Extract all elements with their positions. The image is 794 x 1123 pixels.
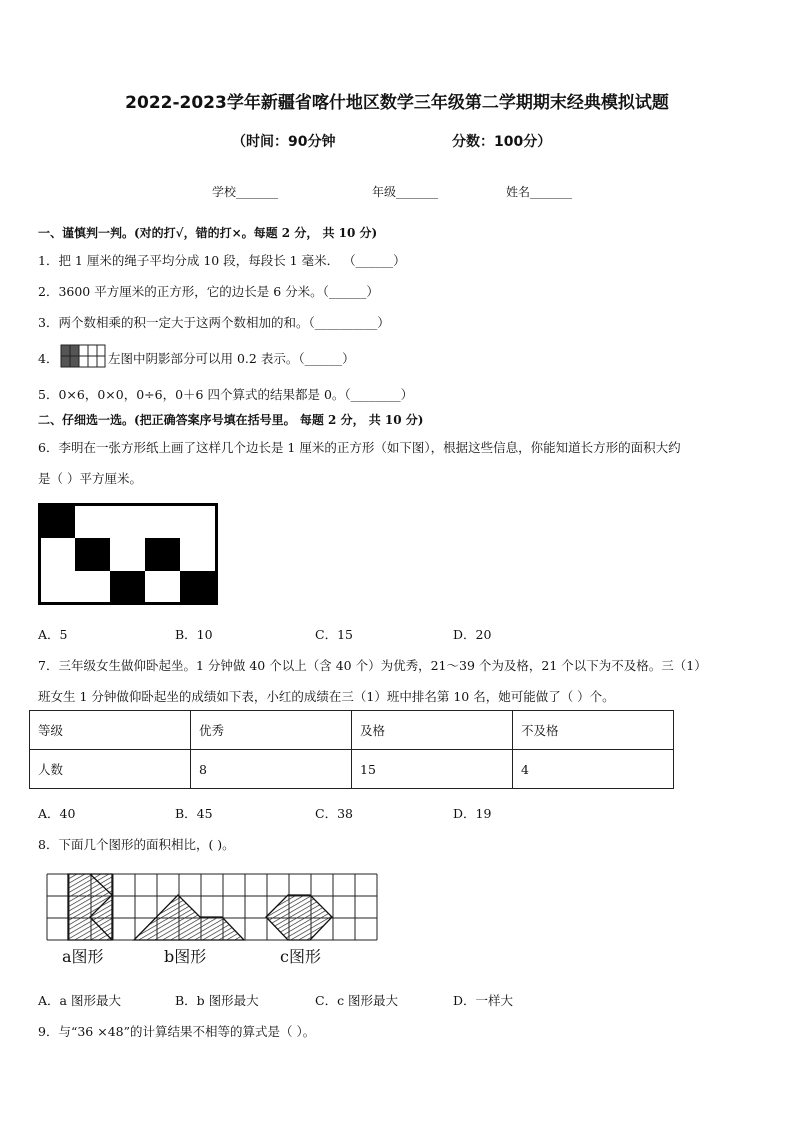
table-cell: 人数 [30, 750, 191, 789]
table-cell: 不及格 [513, 711, 674, 750]
table-cell: 优秀 [191, 711, 352, 750]
question-4-text: 左图中阴影部分可以用 0.2 表示。（______） [108, 351, 355, 366]
q8-option-a[interactable]: A．a 图形最大 [38, 993, 121, 1008]
q6-option-a[interactable]: A．5 [38, 627, 68, 642]
table-row [30, 750, 674, 789]
question-6-line1: 6．李明在一张方形纸上画了这样几个边长是 1 厘米的正方形（如下图），根据这些信息，你能知道长方形的面积大约 [38, 440, 681, 455]
q8-option-b[interactable]: B．b 图形最大 [175, 993, 259, 1008]
question-7-line1: 7．三年级女生做仰卧起坐。1 分钟做 40 个以上（含 40 个）为优秀，21～39 个为及格，21 个以下为不及格。三（1） [38, 658, 707, 673]
name-field[interactable]: 姓名_______ [506, 185, 573, 199]
q7-option-c[interactable]: C．38 [315, 806, 353, 821]
q8-grid-figure [46, 873, 384, 941]
exam-score: 分数：100分） [452, 134, 552, 150]
question-6-line2: 是（ ）平方厘米。 [38, 471, 142, 486]
q6-option-d[interactable]: D．20 [453, 627, 492, 642]
exam-time: （时间：90分钟 [232, 134, 336, 150]
table-cell: 15 [352, 750, 513, 789]
page-title: 2022-2023学年新疆省喀什地区数学三年级第二学期期末经典模拟试题 [125, 93, 669, 113]
q7-option-b[interactable]: B．45 [175, 806, 213, 821]
q6-option-c[interactable]: C．15 [315, 627, 353, 642]
question-3: 3．两个数相乘的积一定大于这两个数相加的和。（__________） [38, 315, 390, 330]
question-8: 8．下面几个图形的面积相比，( )。 [38, 837, 235, 852]
table-cell: 4 [513, 750, 674, 789]
table-cell: 等级 [30, 711, 191, 750]
q7-option-d[interactable]: D．19 [453, 806, 492, 821]
q8-caption-b: b图形 [164, 947, 207, 966]
table-cell: 8 [191, 750, 352, 789]
q6-option-b[interactable]: B．10 [175, 627, 213, 642]
q6-rectangle-figure [38, 503, 218, 605]
question-1: 1．把 1 厘米的绳子平均分成 10 段，每段长 1 毫米． （______） [38, 253, 406, 268]
q7-option-a[interactable]: A．40 [38, 806, 76, 821]
question-9: 9．与“36 ×48”的计算结果不相等的算式是（ ）。 [38, 1024, 316, 1039]
section1-heading: 一、谨慎判一判。(对的打√，错的打×。每题 2 分， 共 10 分) [38, 226, 378, 240]
table-row [30, 711, 674, 750]
question-2: 2．3600 平方厘米的正方形，它的边长是 6 分米。（______） [38, 284, 379, 299]
school-field[interactable]: 学校_______ [212, 185, 279, 199]
question-5: 5．0×6，0×0，0÷6，0＋6 四个算式的结果都是 0。（________） [38, 387, 414, 402]
grade-field[interactable]: 年级_______ [372, 185, 439, 199]
q7-score-table [29, 710, 674, 789]
question-4-number: 4． [38, 351, 59, 366]
q8-caption-a: a图形 [62, 947, 104, 966]
section2-heading: 二、仔细选一选。(把正确答案序号填在括号里。 每题 2 分， 共 10 分) [38, 413, 424, 427]
table-cell: 及格 [352, 711, 513, 750]
q8-option-d[interactable]: D．一样大 [453, 993, 514, 1008]
q8-caption-c: c图形 [280, 947, 321, 966]
q8-option-c[interactable]: C．c 图形最大 [315, 993, 399, 1008]
q4-grid-figure [60, 344, 106, 368]
question-7-line2: 班女生 1 分钟做仰卧起坐的成绩如下表，小红的成绩在三（1）班中排名第 10 名，她可能做了（ ）个。 [38, 689, 615, 704]
